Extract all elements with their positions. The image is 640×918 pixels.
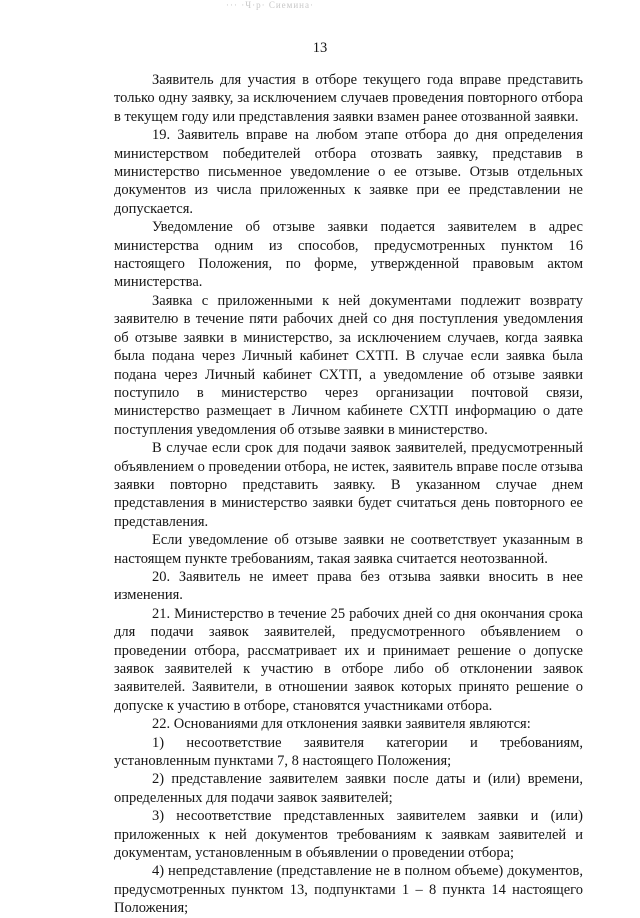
header-stamp: ··· ·Ч·р· Сиемина· <box>226 0 314 10</box>
page-number: 13 <box>312 40 328 56</box>
paragraph: 19. Заявитель вправе на любом этапе отбора до дня определения министерством победителей отбора отозвать заявку, представив в министерство письменное уведомление о ее отзыве. Отзыв отдельных документов из числа приложенных к заявке при ее представлении не допускается. <box>114 127 583 217</box>
paragraph: 21. Министерство в течение 25 рабочих дней со дня окончания срока для подачи заявок заявителей, предусмотренного объявлением о проведении отбора, рассматривает их и принимает решение о допуске заявок заявителей к участию в отборе либо об отклонении заявок заявителей. Заявители, в отношении заявок которых принято решение о допуске к участию в отборе, становятся участниками отбора. <box>114 605 583 714</box>
paragraph: Если уведомление об отзыве заявки не соответствует указанным в настоящем пункте требованиям, такая заявка считается неотозванной. <box>114 532 583 567</box>
paragraph: 1) несоответствие заявителя категории и требованиям, установленным пунктами 7, 8 настоящего Положения; <box>114 734 583 770</box>
document-body <box>114 71 583 918</box>
paragraph: 3) несоответствие представленных заявителем заявки и (или) приложенных к ней документов требованиям к заявкам заявителей и документам, установленным в объявлении о проведении отбора; <box>114 808 583 862</box>
paragraph: Уведомление об отзыве заявки подается заявителем в адрес министерства одним из способов, предусмотренных пунктом 16 настоящего Положения, по форме, утвержденной правовым актом министерства. <box>114 219 583 291</box>
paragraph: 22. Основаниями для отклонения заявки заявителя являются: <box>152 716 531 733</box>
paragraph: 2) представление заявителем заявки после даты и (или) времени, определенных для подачи заявок заявителей; <box>114 771 583 806</box>
paragraph: 20. Заявитель не имеет права без отзыва заявки вносить в нее изменения. <box>114 568 583 604</box>
paragraph: 4) непредставление (представление не в полном объеме) документов, предусмотренных пунктом 13, подпунктами 1 – 8 пункта 14 настоящего Положения; <box>114 863 583 917</box>
paragraph: Заявка с приложенными к ней документами подлежит возврату заявителю в течение пяти рабочих дней со дня поступления уведомления об отзыве заявки в министерство, за исключением случаев, когда заявка была подана через Личный кабинет СХТП. В случае если заявка была подана через Личный кабинет СХТП, а уведомление об отзыве заявки поступило в министерство через организации почтовой связи, министерство размещает в Личном кабинете СХТП информацию о дате поступления уведомления об отзыве заявки в министерство. <box>114 292 583 438</box>
paragraph: Заявитель для участия в отборе текущего года вправе представить только одну заявку, за исключением случаев проведения повторного отбора в текущем году или представления заявки взамен ранее отозванной заявки. <box>114 72 583 125</box>
paragraph: В случае если срок для подачи заявок заявителей, предусмотренный объявлением о проведении отбора, не истек, заявитель вправе после отзыва заявки повторно представить заявку. В указанном случае днем представления в министерство заявки будет считаться день повторного ее представления. <box>114 440 583 530</box>
